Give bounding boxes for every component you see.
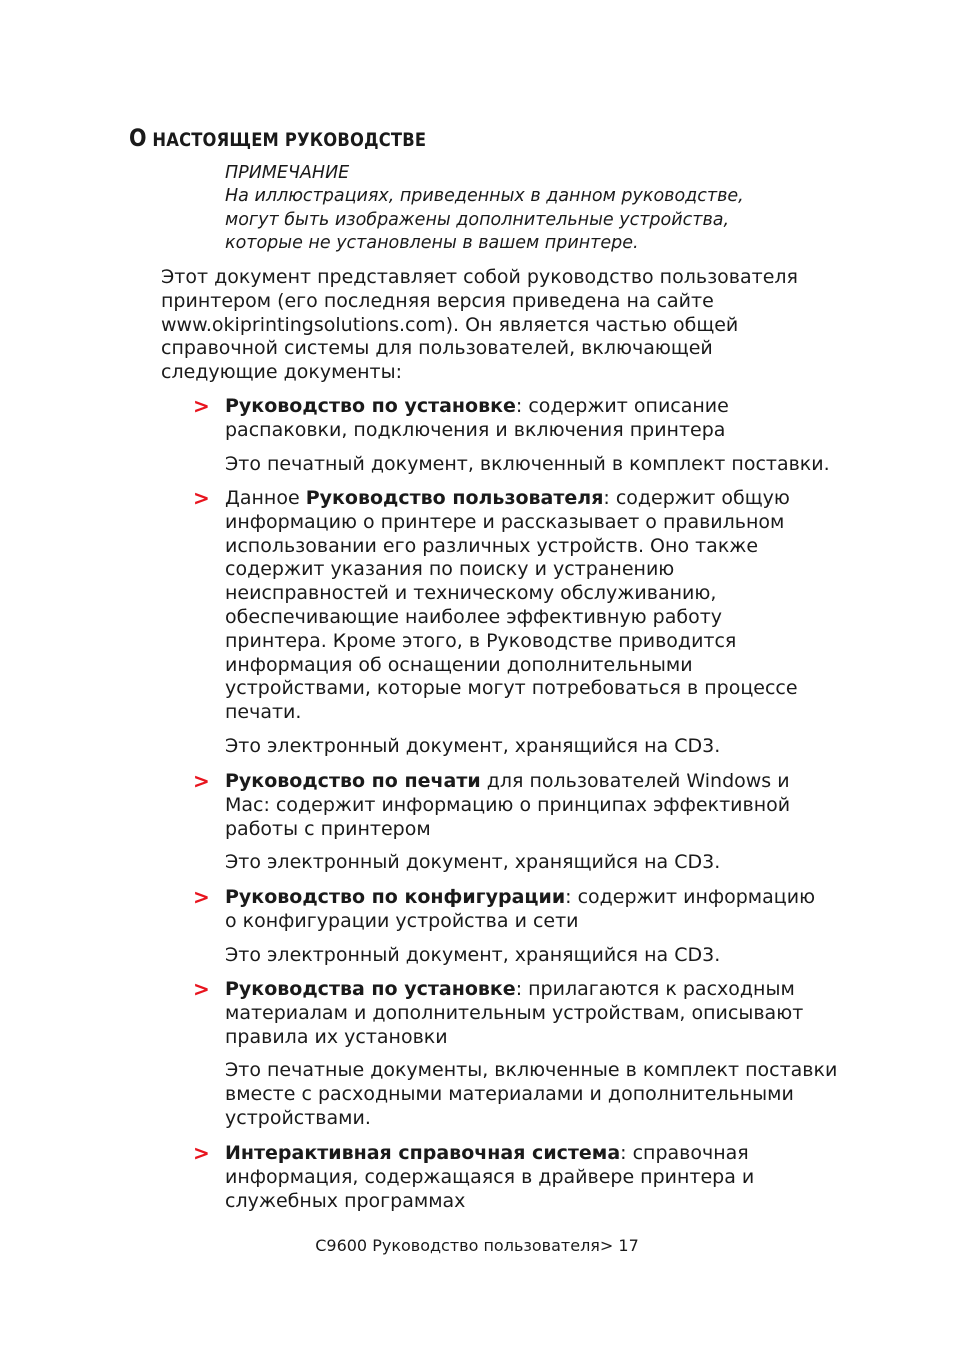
note-block: [225, 162, 825, 256]
item-line: содержит указания по поиску и устранению: [225, 558, 675, 581]
item-first-rest: : содержит общую: [603, 487, 790, 509]
item-subnote: [225, 851, 865, 875]
item-title: Руководство по конфигурации: [225, 886, 566, 908]
list-item-user-guide: [193, 486, 865, 759]
item-subnote-line: Это электронный документ, хранящийся на CD3.: [225, 734, 721, 757]
item-line: Mac: содержит информацию о принципах эффективной: [225, 793, 791, 816]
item-subnote-line: Это электронный документ, хранящийся на CD3.: [225, 943, 721, 966]
list-item-installation-guide: [193, 394, 865, 476]
section-heading: [129, 124, 426, 152]
item-first-rest: для пользователей Windows и: [480, 770, 790, 792]
item-subnote-line: вместе с расходными материалами и дополнительными: [225, 1083, 794, 1106]
intro-paragraph: [161, 266, 841, 385]
item-first-rest: : содержит описание: [515, 395, 729, 417]
item-title: Руководства по установке: [225, 978, 516, 1000]
item-title: Руководство пользователя: [305, 487, 604, 509]
item-first-line: [225, 770, 865, 794]
item-subnote-line: устройствами.: [225, 1106, 371, 1129]
bullet-arrow-icon: >: [193, 977, 210, 1001]
item-first-line: [225, 395, 865, 419]
intro-line: принтером (его последняя версия приведена на сайте: [161, 289, 714, 312]
item-title: Руководство по печати: [225, 770, 481, 792]
item-first-line: [225, 487, 865, 511]
bullet-arrow-icon: >: [193, 769, 210, 793]
item-subnote: [225, 944, 865, 968]
item-line: принтера. Кроме этого, в Руководстве приводится: [225, 629, 737, 652]
item-first-rest: : содержит информацию: [565, 886, 816, 908]
intro-line: следующие документы:: [161, 361, 403, 384]
note-line: могут быть изображены дополнительные устройства,: [225, 209, 730, 230]
page-footer: C9600 Руководство пользователя> 17: [315, 1236, 639, 1255]
heading-first-letter: О: [129, 124, 147, 152]
intro-line: Этот документ представляет собой руководство пользователя: [161, 266, 798, 288]
item-subnote: [225, 735, 865, 759]
item-line: использовании его различных устройств. Оно также: [225, 534, 759, 557]
item-subnote: [225, 1059, 865, 1130]
list-item-installation-guides: [193, 977, 865, 1131]
item-first-rest: : справочная: [620, 1142, 749, 1164]
item-line: обеспечивающие наиболее эффективную работу: [225, 605, 723, 628]
list-item-configuration-guide: [193, 885, 865, 967]
bullet-arrow-icon: >: [193, 885, 210, 909]
item-title: Интерактивная справочная система: [225, 1142, 621, 1164]
item-subnote-line: Это электронный документ, хранящийся на CD3.: [225, 851, 721, 874]
item-line: устройствами, которые могут потребоваться в процессе: [225, 677, 798, 700]
list-item-printing-guide: [193, 769, 865, 875]
item-line: информацию о принтере и рассказывает о правильном: [225, 510, 785, 533]
note-line: На иллюстрациях, приведенных в данном руководстве,: [225, 186, 744, 207]
note-line: которые не установлены в вашем принтере.: [225, 233, 639, 254]
item-line: материалам и дополнительным устройствам, описывают: [225, 1001, 804, 1024]
item-first-line: [225, 886, 865, 910]
item-line: служебных программах: [225, 1189, 466, 1212]
item-subnote: [225, 453, 865, 477]
item-line: распаковки, подключения и включения принтера: [225, 418, 726, 441]
bullet-arrow-icon: >: [193, 1141, 210, 1165]
item-line: неисправностей и техническому обслуживанию,: [225, 582, 717, 605]
item-first-line: [225, 978, 865, 1002]
item-line: правила их установки: [225, 1025, 448, 1048]
item-line: о конфигурации устройства и сети: [225, 909, 579, 932]
bullet-arrow-icon: >: [193, 486, 210, 510]
item-first-line: [225, 1142, 865, 1166]
note-title: ПРИМЕЧАНИЕ: [225, 163, 350, 183]
item-prefix: Данное: [225, 487, 306, 509]
item-title: Руководство по установке: [225, 395, 516, 417]
bullet-arrow-icon: >: [193, 394, 210, 418]
heading-rest: НАСТОЯЩЕМ РУКОВОДСТВЕ: [146, 129, 427, 151]
intro-line: www.okiprintingsolutions.com). Он является частью общей: [161, 313, 739, 336]
item-line: информация, содержащаяся в драйвере принтера и: [225, 1165, 755, 1188]
list-item-online-help: [193, 1141, 865, 1213]
item-subnote-line: Это печатный документ, включенный в комплект поставки.: [225, 452, 830, 475]
item-subnote-line: Это печатные документы, включенные в комплект поставки: [225, 1059, 838, 1082]
item-line: работы с принтером: [225, 817, 431, 840]
intro-line: справочной системы для пользователей, включающей: [161, 337, 713, 360]
item-line: информация об оснащении дополнительными: [225, 653, 693, 676]
item-line: печати.: [225, 701, 302, 724]
item-first-rest: : прилагаются к расходным: [515, 978, 795, 1000]
